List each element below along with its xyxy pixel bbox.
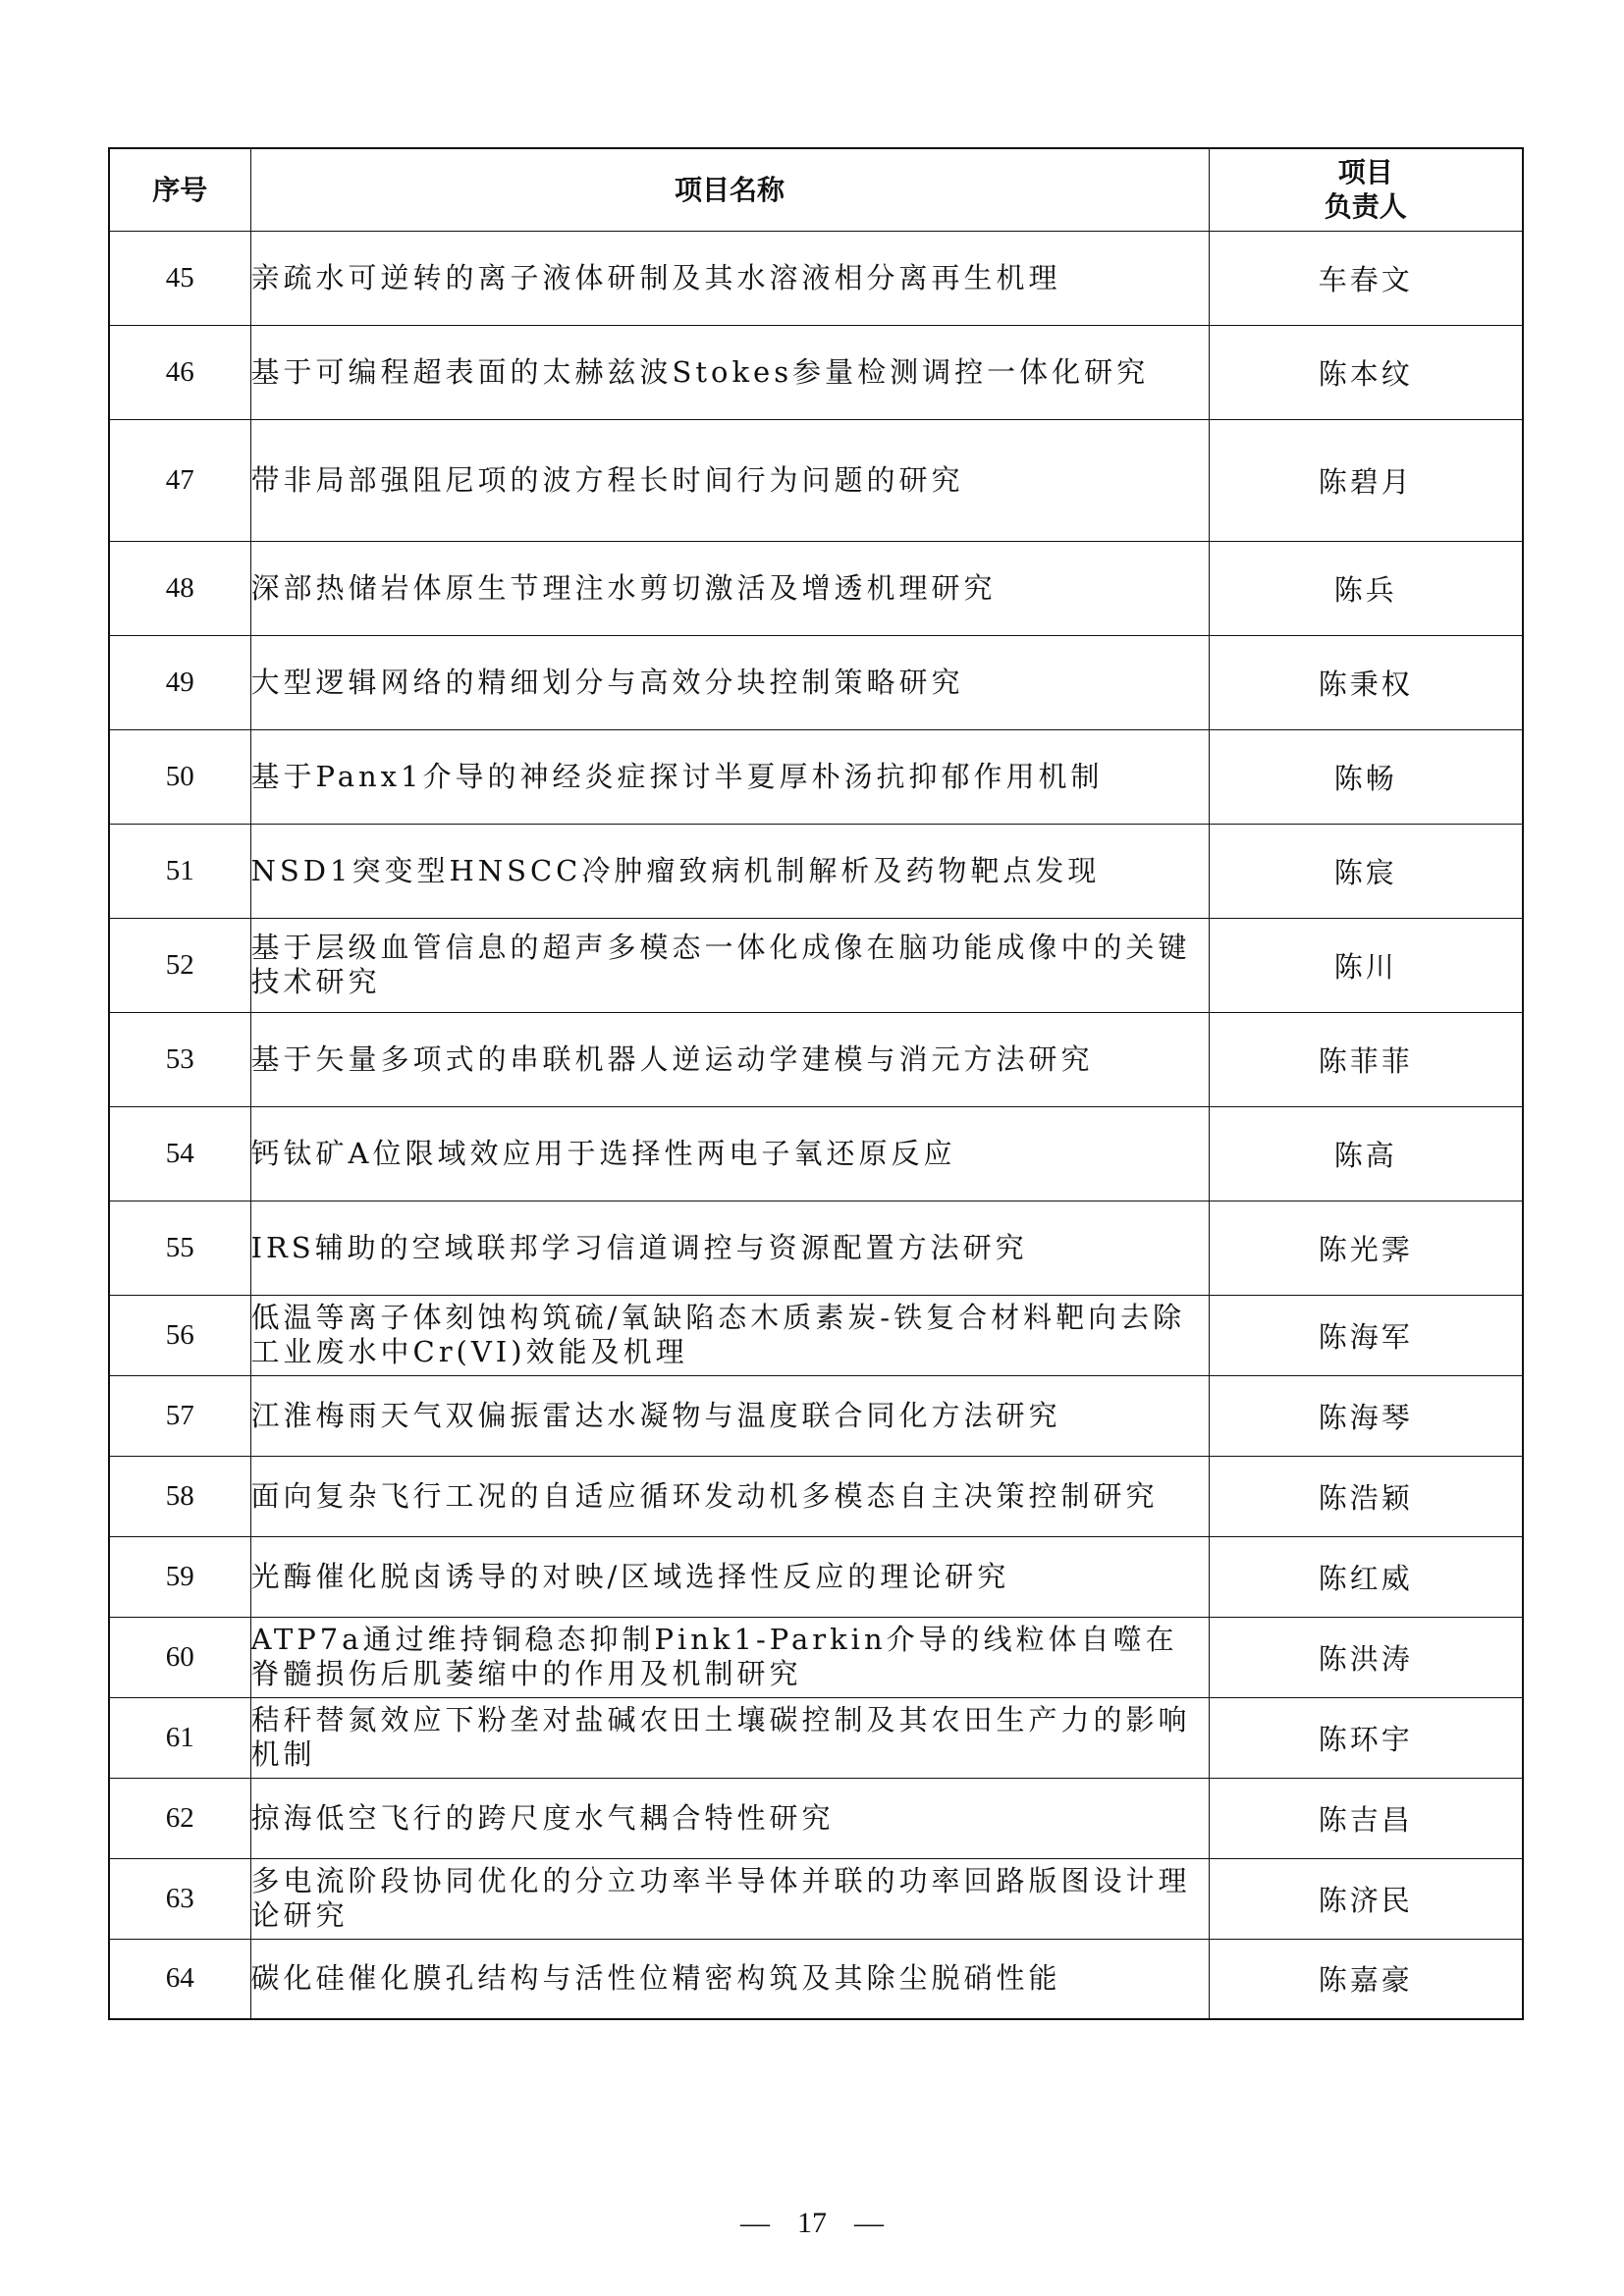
row-serial-number: 45 — [109, 231, 250, 325]
row-project-leader: 陈浩颖 — [1209, 1456, 1523, 1536]
header-project-leader-line1: 项目 — [1337, 156, 1393, 189]
table-row — [109, 635, 1523, 729]
row-project-name: 大型逻辑网络的精细划分与高效分块控制策略研究 — [250, 635, 1209, 729]
row-serial-number: 64 — [109, 1939, 250, 2019]
row-project-leader: 陈兵 — [1209, 541, 1523, 635]
table-row — [109, 1201, 1523, 1295]
row-project-name: 亲疏水可逆转的离子液体研制及其水溶液相分离再生机理 — [250, 231, 1209, 325]
table-row — [109, 1375, 1523, 1456]
row-project-leader: 陈洪涛 — [1209, 1617, 1523, 1697]
row-project-leader: 陈红威 — [1209, 1536, 1523, 1617]
row-serial-number: 62 — [109, 1778, 250, 1858]
table-row — [109, 1295, 1523, 1375]
row-project-name: ATP7a通过维持铜稳态抑制Pink1-Parkin介导的线粒体自噬在脊髓损伤后肌萎缩中的作用及机制研究 — [250, 1617, 1209, 1697]
table-row — [109, 1778, 1523, 1858]
row-project-leader: 陈吉昌 — [1209, 1778, 1523, 1858]
row-project-leader: 陈海军 — [1209, 1295, 1523, 1375]
table-row — [109, 1012, 1523, 1106]
row-project-leader: 陈碧月 — [1209, 419, 1523, 541]
row-project-leader: 陈秉权 — [1209, 635, 1523, 729]
table-row — [109, 1106, 1523, 1201]
row-serial-number: 54 — [109, 1106, 250, 1201]
table-row — [109, 1617, 1523, 1697]
table-row — [109, 824, 1523, 918]
table-row — [109, 1536, 1523, 1617]
row-project-name: 光酶催化脱卤诱导的对映/区域选择性反应的理论研究 — [250, 1536, 1209, 1617]
row-project-name: NSD1突变型HNSCC冷肿瘤致病机制解析及药物靶点发现 — [250, 824, 1209, 918]
footer-dash-left: — — [740, 2207, 770, 2239]
project-table — [108, 147, 1524, 2020]
table-row — [109, 1697, 1523, 1778]
row-project-leader: 车春文 — [1209, 231, 1523, 325]
row-serial-number: 58 — [109, 1456, 250, 1536]
page-footer — [0, 2207, 1624, 2240]
row-serial-number: 47 — [109, 419, 250, 541]
row-serial-number: 55 — [109, 1201, 250, 1295]
row-project-leader: 陈嘉豪 — [1209, 1939, 1523, 2019]
header-project-leader-line2: 负责人 — [1324, 190, 1407, 224]
row-project-leader: 陈济民 — [1209, 1858, 1523, 1939]
header-serial-number: 序号 — [109, 148, 250, 231]
table-row — [109, 918, 1523, 1012]
row-project-name: 基于层级血管信息的超声多模态一体化成像在脑功能成像中的关键技术研究 — [250, 918, 1209, 1012]
row-serial-number: 60 — [109, 1617, 250, 1697]
header-project-leader — [1209, 148, 1523, 231]
row-serial-number: 63 — [109, 1858, 250, 1939]
row-project-leader: 陈高 — [1209, 1106, 1523, 1201]
row-project-name: 带非局部强阻尼项的波方程长时间行为问题的研究 — [250, 419, 1209, 541]
row-project-leader: 陈本纹 — [1209, 325, 1523, 419]
row-serial-number: 53 — [109, 1012, 250, 1106]
row-project-name: 掠海低空飞行的跨尺度水气耦合特性研究 — [250, 1778, 1209, 1858]
table-row — [109, 1939, 1523, 2019]
table-header — [109, 148, 1523, 231]
row-project-leader: 陈宸 — [1209, 824, 1523, 918]
row-project-name: 低温等离子体刻蚀构筑硫/氧缺陷态木质素炭-铁复合材料靶向去除工业废水中Cr(VI)效能及机理 — [250, 1295, 1209, 1375]
row-serial-number: 51 — [109, 824, 250, 918]
row-serial-number: 61 — [109, 1697, 250, 1778]
row-serial-number: 46 — [109, 325, 250, 419]
row-serial-number: 48 — [109, 541, 250, 635]
row-serial-number: 59 — [109, 1536, 250, 1617]
row-project-name: 基于矢量多项式的串联机器人逆运动学建模与消元方法研究 — [250, 1012, 1209, 1106]
row-project-leader: 陈菲菲 — [1209, 1012, 1523, 1106]
row-project-leader: 陈环宇 — [1209, 1697, 1523, 1778]
table-row — [109, 231, 1523, 325]
header-project-name: 项目名称 — [250, 148, 1209, 231]
table-body — [109, 231, 1523, 2019]
row-project-leader: 陈畅 — [1209, 729, 1523, 824]
row-project-name: 深部热储岩体原生节理注水剪切激活及增透机理研究 — [250, 541, 1209, 635]
table-row — [109, 541, 1523, 635]
row-serial-number: 57 — [109, 1375, 250, 1456]
row-project-name: 基于Panx1介导的神经炎症探讨半夏厚朴汤抗抑郁作用机制 — [250, 729, 1209, 824]
footer-dash-right: — — [854, 2207, 884, 2239]
row-serial-number: 56 — [109, 1295, 250, 1375]
row-project-leader: 陈海琴 — [1209, 1375, 1523, 1456]
row-serial-number: 49 — [109, 635, 250, 729]
row-project-name: 秸秆替氮效应下粉垄对盐碱农田土壤碳控制及其农田生产力的影响机制 — [250, 1697, 1209, 1778]
row-serial-number: 52 — [109, 918, 250, 1012]
row-project-name: 钙钛矿A位限域效应用于选择性两电子氧还原反应 — [250, 1106, 1209, 1201]
row-project-leader: 陈光霁 — [1209, 1201, 1523, 1295]
row-project-name: 碳化硅催化膜孔结构与活性位精密构筑及其除尘脱硝性能 — [250, 1939, 1209, 2019]
table-row — [109, 419, 1523, 541]
table-row — [109, 1858, 1523, 1939]
row-project-name: 基于可编程超表面的太赫兹波Stokes参量检测调控一体化研究 — [250, 325, 1209, 419]
row-project-name: 多电流阶段协同优化的分立功率半导体并联的功率回路版图设计理论研究 — [250, 1858, 1209, 1939]
table-row — [109, 729, 1523, 824]
row-serial-number: 50 — [109, 729, 250, 824]
page-number: 17 — [797, 2207, 827, 2239]
row-project-name: 面向复杂飞行工况的自适应循环发动机多模态自主决策控制研究 — [250, 1456, 1209, 1536]
row-project-name: 江淮梅雨天气双偏振雷达水凝物与温度联合同化方法研究 — [250, 1375, 1209, 1456]
row-project-name: IRS辅助的空域联邦学习信道调控与资源配置方法研究 — [250, 1201, 1209, 1295]
row-project-leader: 陈川 — [1209, 918, 1523, 1012]
table-row — [109, 325, 1523, 419]
table-row — [109, 1456, 1523, 1536]
